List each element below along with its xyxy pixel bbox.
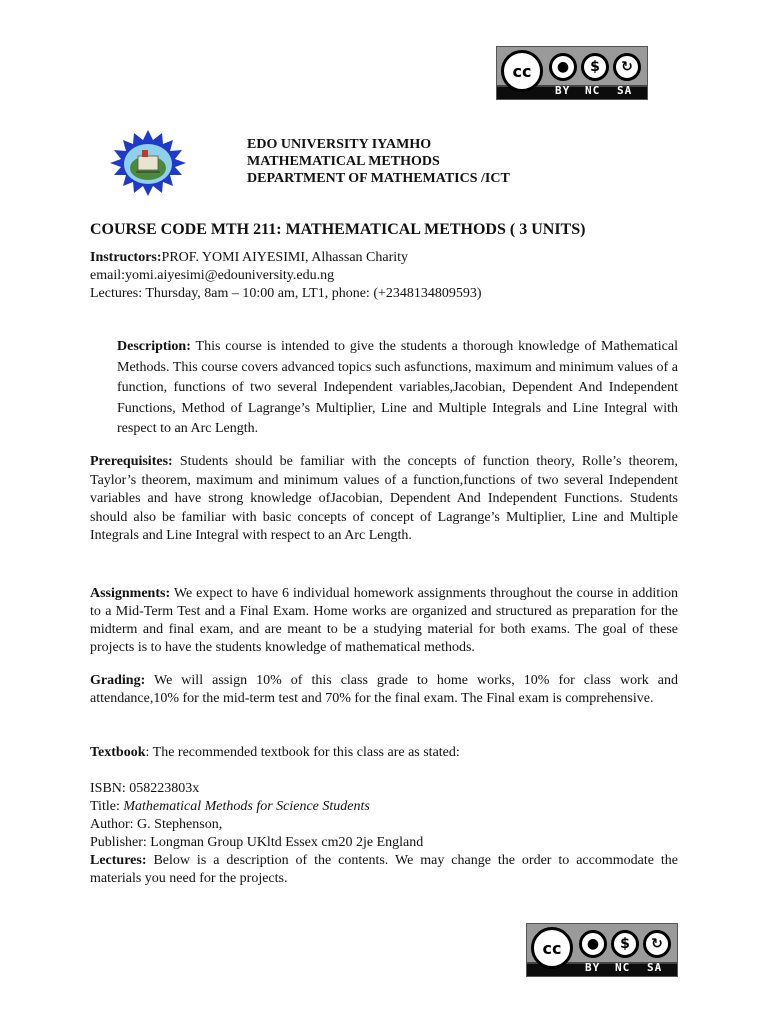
instructor-info — [90, 249, 678, 303]
nc-label: NC — [585, 84, 601, 97]
sharealike-icon: ↻ — [613, 53, 641, 81]
lectures-label: Lectures: — [90, 853, 147, 868]
book-publisher: Publisher: Longman Group UKltd Essex cm20 2je England — [90, 835, 424, 850]
sa-label: SA — [617, 84, 633, 97]
assignments-text: We expect to have 6 individual homework assignments throughout the course in addition to a Mid-Term Test and a Final Exam. Home works are organized and structured as preparation for the midterm and final exam, and are meant to be a studying material for both exams. The goal of these projects is to have the students knowledge of mathematical methods. — [90, 586, 678, 655]
document-header — [247, 136, 510, 187]
instructor-email: email:yomi.aiyesimi@edouniversity.edu.ng — [90, 268, 335, 283]
book-author: Author: G. Stephenson, — [90, 817, 223, 832]
assignments-paragraph — [90, 585, 678, 657]
grading-label: Grading: — [90, 673, 146, 688]
textbook-paragraph — [90, 744, 678, 762]
attribution-icon: ● — [579, 930, 607, 958]
book-title-line — [90, 798, 678, 816]
textbook-label: Textbook — [90, 745, 146, 760]
prerequisites-paragraph — [90, 453, 678, 546]
nc-label: NC — [615, 961, 631, 974]
instructors-label: Instructors: — [90, 250, 162, 265]
textbook-text: : The recommended textbook for this class are as stated: — [145, 745, 460, 760]
description-label: Description: — [117, 339, 191, 354]
by-label: BY — [555, 84, 571, 97]
noncommercial-icon: $ — [581, 53, 609, 81]
noncommercial-icon: $ — [611, 930, 639, 958]
lectures-text: Below is a description of the contents. We may change the order to accommodate the materials you need for the projects. — [90, 853, 678, 886]
lecture-schedule: Lectures: Thursday, 8am – 10:00 am, LT1, phone: (+2348134809593) — [90, 286, 482, 301]
sharealike-icon: ↻ — [643, 930, 671, 958]
grading-text: We will assign 10% of this class grade to home works, 10% for class work and attendance,10% for the mid-term test and 70% for the final exam. The Final exam is comprehensive. — [90, 673, 678, 706]
department-name: DEPARTMENT OF MATHEMATICS /ICT — [247, 171, 510, 186]
lectures-paragraph — [90, 852, 678, 888]
description-text: This course is intended to give the students a thorough knowledge of Mathematical Methods. This course covers advanced topics such asfunctions, maximum and minimum values of a function, functions of two several Independent variables,Jacobian, Dependent And Independent Functions, Method of Lagrange’s Multiplier, Line and Multiple Integrals and Line Integral with respect to an Arc Length. — [117, 339, 678, 436]
university-logo — [102, 128, 194, 202]
assignments-label: Assignments: — [90, 586, 171, 601]
book-isbn: ISBN: 058223803x — [90, 781, 200, 796]
book-title: Mathematical Methods for Science Students — [123, 799, 370, 814]
description-paragraph — [117, 337, 678, 440]
course-title: COURSE CODE MTH 211: MATHEMATICAL METHODS ( 3 UNITS) — [90, 221, 586, 238]
prerequisites-label: Prerequisites: — [90, 454, 173, 469]
prerequisites-text: Students should be familiar with the concepts of function theory, Rolle’s theorem, Taylor’s theorem, maximum and minimum values of a function,functions of two several Independent variables and have strong knowledge ofJacobian, Dependent And Independent Functions. Students should also be familiar with basic concepts of concept of Lagrange’s Multiplier, Line and Multiple Integrals and Line Integral with respect to an Arc Length. — [90, 454, 678, 543]
attribution-icon: ● — [549, 53, 577, 81]
cc-icon: cc — [531, 927, 573, 969]
cc-license-badge-bottom — [526, 923, 678, 977]
by-label: BY — [585, 961, 601, 974]
book-details — [90, 780, 678, 852]
book-title-label: Title: — [90, 799, 124, 814]
university-name: EDO UNIVERSITY IYAMHO — [247, 137, 432, 152]
cc-icon: cc — [501, 50, 543, 92]
grading-paragraph — [90, 672, 678, 708]
instructors-value: PROF. YOMI AIYESIMI, Alhassan Charity — [161, 250, 409, 265]
sa-label: SA — [647, 961, 663, 974]
course-name: MATHEMATICAL METHODS — [247, 154, 440, 169]
cc-license-badge-top — [496, 46, 648, 100]
